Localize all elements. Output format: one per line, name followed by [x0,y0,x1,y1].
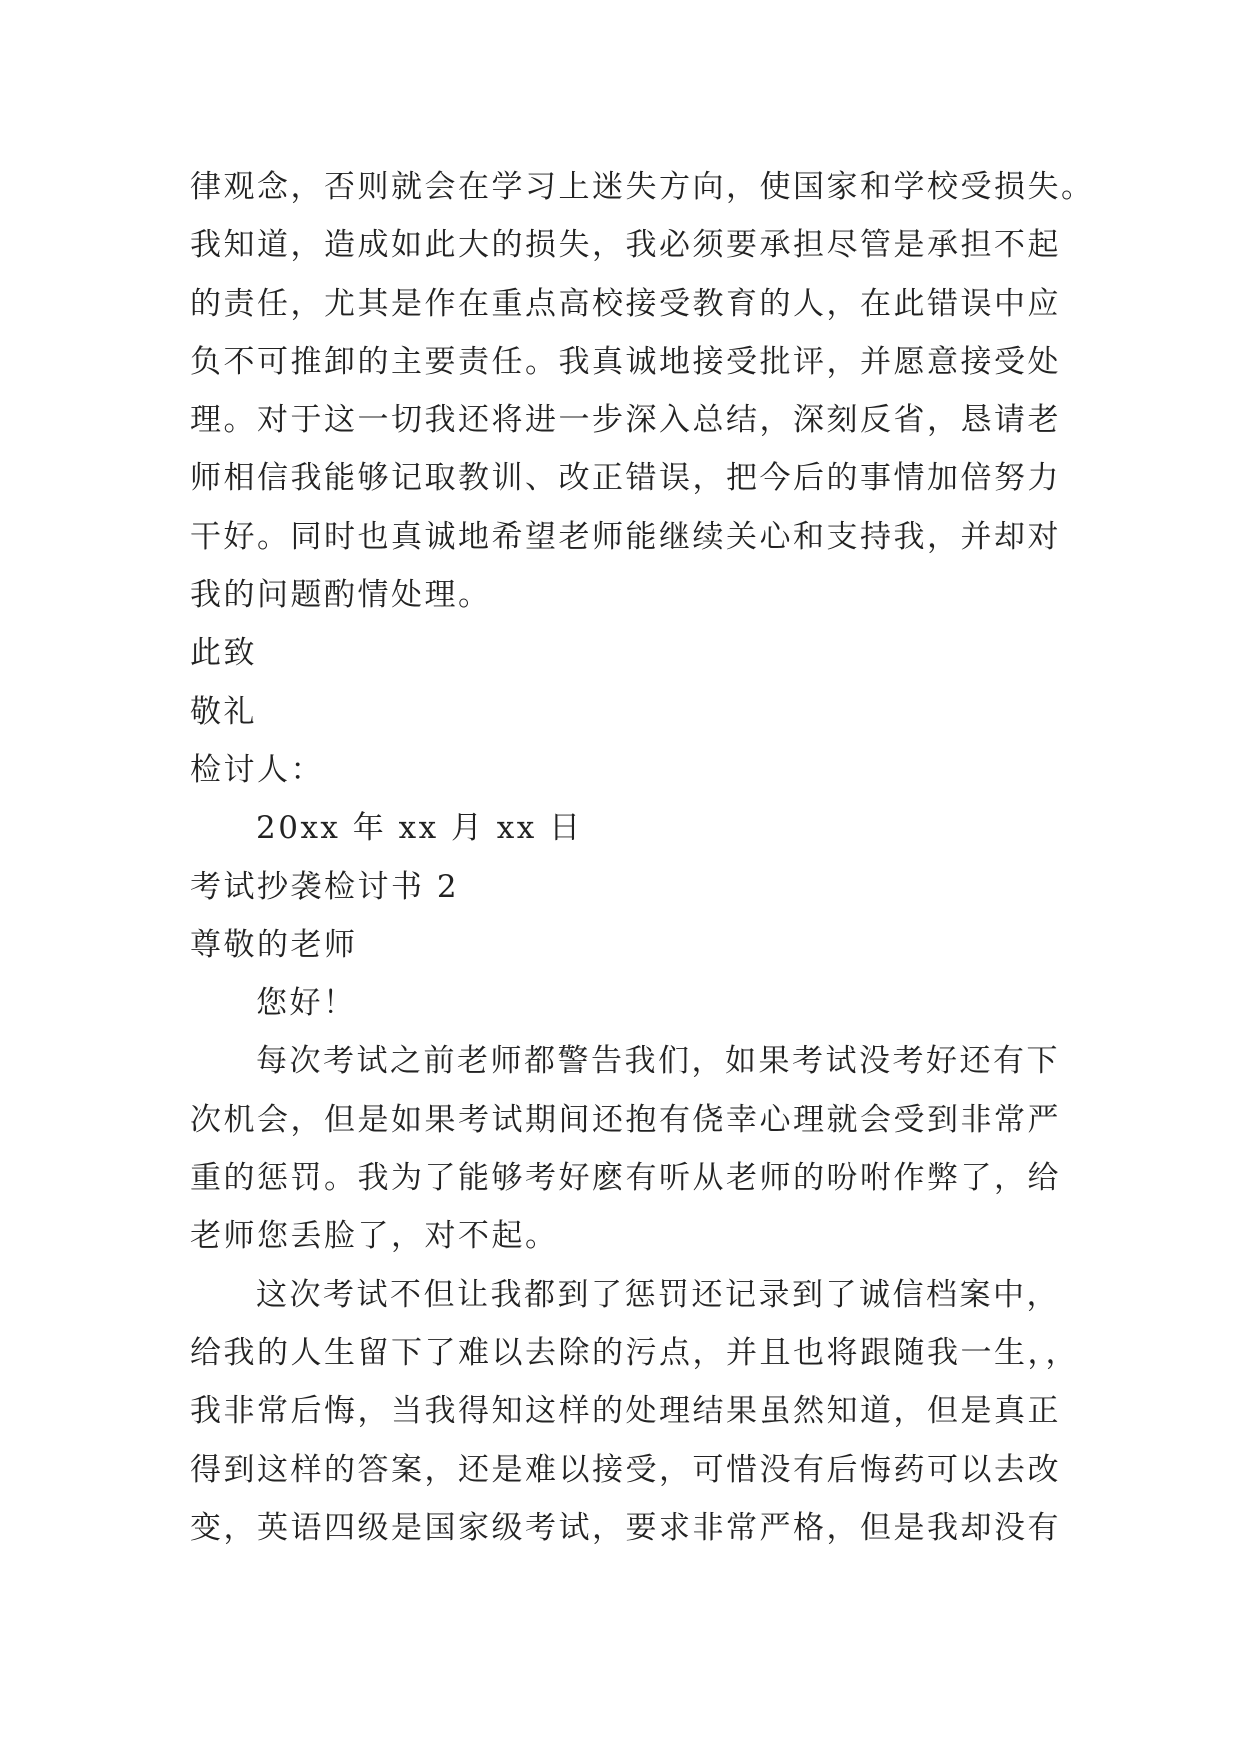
text-line: 的责任，尤其是作在重点高校接受教育的人，在此错误中应 [190,285,1061,322]
section-title: 考试抄袭检讨书 2 [190,868,460,905]
text-line: 律观念，否则就会在学习上迷失方向，使国家和学校受损失。 [190,169,1095,205]
text-line: 干好。同时也真诚地希望老师能继续关心和支持我，并却对 [190,518,1061,555]
addressee: 尊敬的老师 [190,926,358,963]
text-line: 我知道，造成如此大的损失，我必须要承担尽管是承担不起 [190,227,1061,264]
text-line: 师相信我能够记取教训、改正错误，把今后的事情加倍努力 [190,460,1061,497]
closing-regards: 敬礼 [190,693,257,730]
text-line: 变，英语四级是国家级考试，要求非常严格，但是我却没有 [190,1509,1061,1546]
text-line: 得到这样的答案，还是难以接受，可惜没有后悔药可以去改 [190,1451,1061,1488]
text-line: 这次考试不但让我都到了惩罚还记录到了诚信档案中， [256,1276,1060,1313]
text-line: 我非常后悔，当我得知这样的处理结果虽然知道，但是真正 [190,1393,1061,1430]
greeting: 您好！ [256,985,357,1022]
document-body [190,158,1095,1557]
date-line: 20xx 年 xx 月 xx 日 [256,810,583,847]
text-line: 负不可推卸的主要责任。我真诚地接受批评，并愿意接受处 [190,343,1061,380]
text-line: 我的问题酌情处理。 [190,577,492,614]
text-line: 理。对于这一切我还将进一步深入总结，深刻反省，恳请老 [190,402,1061,439]
text-line: 老师您丢脸了，对不起。 [190,1218,559,1255]
text-line: 给我的人生留下了难以去除的污点，并且也将跟随我一生，， [190,1334,1079,1371]
text-line: 重的惩罚。我为了能够考好麽有听从老师的吩咐作弊了，给 [190,1160,1061,1197]
closing-salutation: 此致 [190,635,257,672]
text-line: 每次考试之前老师都警告我们，如果考试没考好还有下 [256,1043,1060,1080]
signature-label: 检讨人： [190,751,324,788]
text-line: 次机会，但是如果考试期间还抱有侥幸心理就会受到非常严 [190,1101,1061,1138]
